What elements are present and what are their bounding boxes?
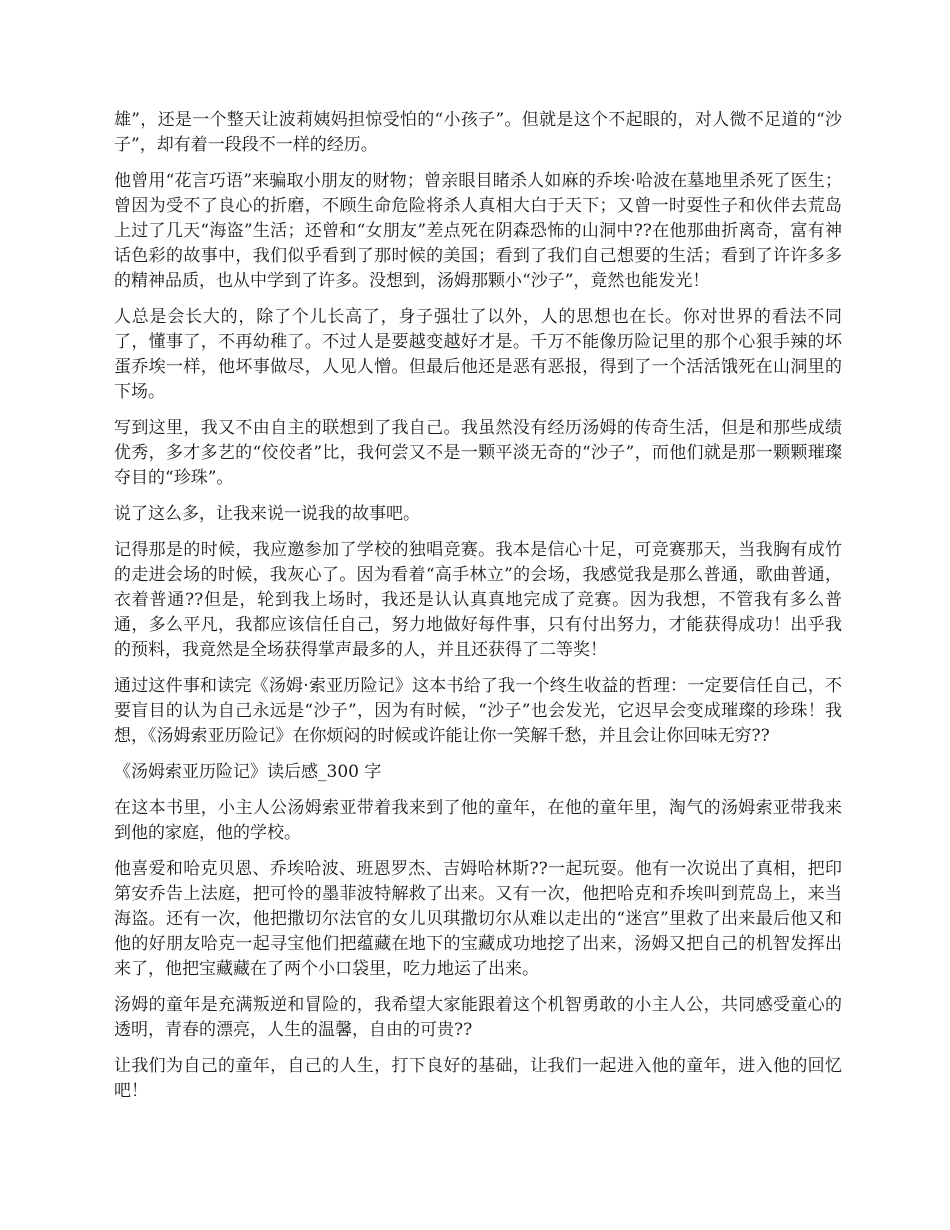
- paragraph-continuation: 雄”，还是一个整天让波莉姨妈担惊受怕的“小孩子”。但就是这个不起眼的，对人微不足道的“沙子”，却有着一段段不一样的经历。: [114, 110, 842, 155]
- paragraph-tom-adventures: 他曾用“花言巧语”来骗取小朋友的财物；曾亲眼目睹杀人如麻的乔埃·哈波在墓地里杀死了医生；曾因为受不了良心的折磨，不顾生命危险将杀人真相大白于天下；又曾一时耍性子和伙伴去荒岛上过了几天“海盗”生活；还曾和“女朋友”差点死在阴森恐怖的山洞中??在他那曲折离奇，富有神话色彩的故事中，我们似乎看到了那时候的美国；看到了我们自己想要的生活；看到了许许多多的精神品质，也从中学到了许多。没想到，汤姆那颗小“沙子”，竟然也能发光！: [114, 171, 842, 291]
- essay-title: 《汤姆索亚历险记》读后感_300 字: [114, 762, 382, 782]
- paragraph-my-story-intro: 说了这么多，让我来说一说我的故事吧。: [114, 504, 420, 524]
- document-body: [114, 108, 842, 1115]
- paragraph-self-reflection: 写到这里，我又不由自主的联想到了我自己。我虽然没有经历汤姆的传奇生活，但是和那些成绩优秀，多才多艺的“佼佼者”比，我何尝又不是一颗平淡无奇的“沙子”，而他们就是那一颗颗璀璨夺目的“珍珠”。: [114, 418, 842, 488]
- paragraph-lesson: 通过这件事和读完《汤姆·索亚历险记》这本书给了我一个终生收益的哲理：一定要信任自己，不要盲目的认为自己永远是“沙子”，因为有时候，“沙子”也会发光，它迟早会变成璀璨的珍珠！我想，《汤姆索亚历险记》在你烦闷的时候或许能让你一笑解千愁，并且会让你回味无穷??: [114, 676, 842, 746]
- paragraph-closing: 让我们为自己的童年，自己的人生，打下良好的基础，让我们一起进入他的童年，进入他的回忆吧！: [114, 1056, 842, 1101]
- paragraph-childhood-intro: 在这本书里，小主人公汤姆索亚带着我来到了他的童年，在他的童年里，淘气的汤姆索亚带我来到他的家庭，他的学校。: [114, 798, 842, 843]
- paragraph-growing-up: 人总是会长大的，除了个儿长高了，身子强壮了以外，人的思想也在长。你对世界的看法不同了，懂事了，不再幼稚了。不过人是要越变越好才是。千万不能像历险记里的那个心狠手辣的坏蛋乔埃一样，他坏事做尽，人见人憎。但最后他还是恶有恶报，得到了一个活活饿死在山洞里的下场。: [114, 307, 842, 402]
- paragraph-rebellious-childhood: 汤姆的童年是充满叛逆和冒险的，我希望大家能跟着这个机智勇敢的小主人公，共同感受童心的透明，青春的漂亮，人生的温馨，自由的可贵??: [114, 995, 842, 1040]
- paragraph-friends-adventures: 他喜爱和哈克贝恩、乔埃哈波、班恩罗杰、吉姆哈林斯??一起玩耍。他有一次说出了真相，把印第安乔告上法庭，把可怜的墨菲波特解救了出来。又有一次，他把哈克和乔埃叫到荒岛上，来当海盗。还有一次，他把撒切尔法官的女儿贝琪撒切尔从难以走出的“迷宫”里救了出来最后他又和他的好朋友哈克一起寻宝他们把蕴藏在地下的宝藏成功地挖了出来，汤姆又把自己的机智发挥出来了，他把宝藏藏在了两个小口袋里，吃力地运了出来。: [114, 859, 842, 979]
- paragraph-singing-contest: 记得那是的时候，我应邀参加了学校的独唱竞赛。我本是信心十足，可竞赛那天，当我胸有成竹的走进会场的时候，我灰心了。因为看着“高手林立”的会场，我感觉我是那么普通，歌曲普通，衣着普通??但是，轮到我上场时，我还是认认真真地完成了竞赛。因为我想，不管我有多么普通，多么平凡，我都应该信任自己，努力地做好每件事，只有付出努力，才能获得成功！出乎我的预料，我竟然是全场获得掌声最多的人，并且还获得了二等奖！: [114, 540, 842, 660]
